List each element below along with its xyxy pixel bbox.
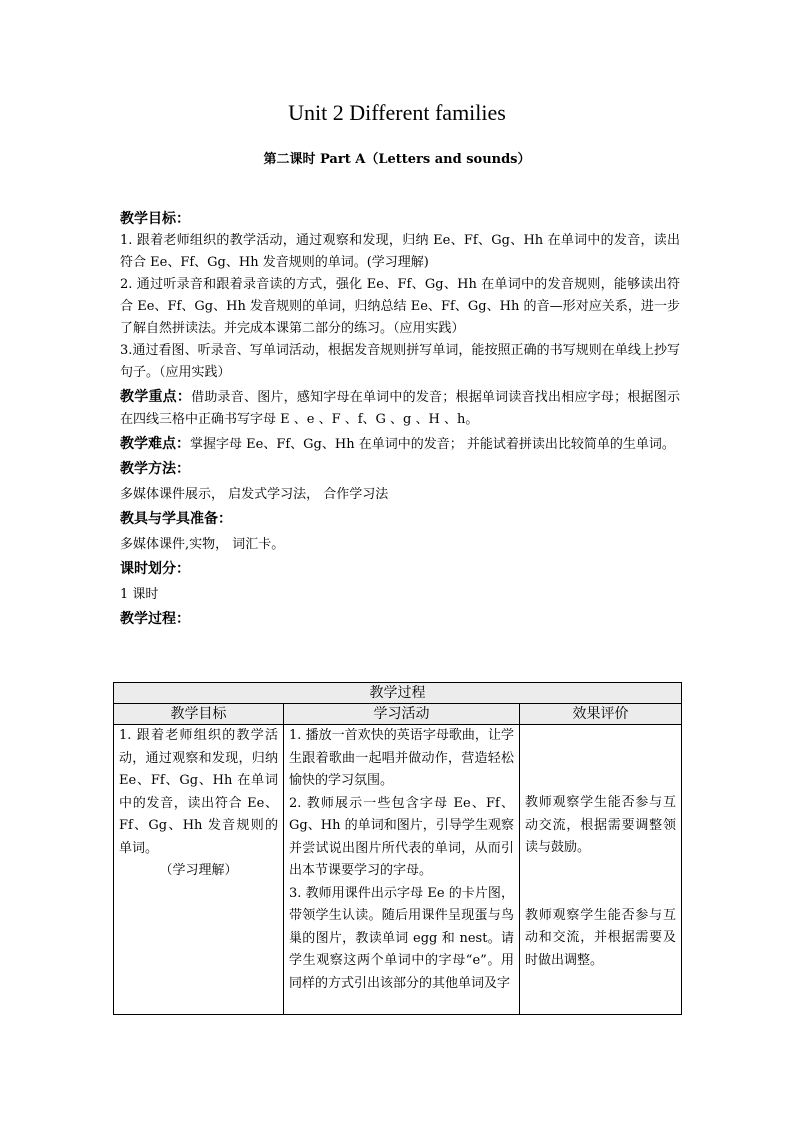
- objective-item: 1. 跟着老师组织的教学活动，通过观察和发现，归纳 Ee、Ff、Gg、Hh 在单词中的发音，读出符合 Ee、Ff、Gg、Hh 发音规则的单词。(学习理解): [120, 233, 680, 270]
- key-points: [120, 386, 680, 431]
- goal-text: 1. 跟着老师组织的教学活动，通过观察和发现，归纳 Ee、Ff、Gg、Hh 在单词中的发音，读出符合 Ee、Ff、Gg、Hh 发音规则的单词。: [119, 728, 278, 856]
- evaluation-cell: [520, 725, 682, 1015]
- process-table: [113, 682, 682, 1015]
- column-header-activities: 学习活动: [284, 704, 520, 725]
- objectives-heading: 教学目标：: [120, 211, 190, 227]
- activities-cell: [284, 725, 520, 1015]
- difficulties: [120, 433, 680, 456]
- column-header-evaluation: 效果评价: [520, 704, 682, 725]
- evaluation-item: 教师观察学生能否参与互动和交流，并根据需要及时做出调整。: [525, 907, 676, 968]
- process-table-title: 教学过程: [114, 683, 682, 704]
- column-header-goal: 教学目标: [114, 704, 284, 725]
- schedule-heading: 课时划分：: [120, 561, 190, 577]
- objective-item: 2. 通过听录音和跟着录音读的方式，强化 Ee、Ff、Gg、Hh 在单词中的发音规则，能够读出符合 Ee、Ff、Gg、Hh 发音规则的单词，归纳总结 Ee、Ff、Gg、Hh 的音—形对应关系，进一步了解自然拼读法。并完成本课第二部分的练习。（应用实践）: [120, 277, 680, 336]
- materials-text: 多媒体课件,实物， 词汇卡。: [120, 537, 285, 552]
- key-points-label: 教学重点：: [120, 389, 192, 405]
- goal-cell: [114, 725, 284, 1015]
- methods-text: 多媒体课件展示， 启发式学习法， 合作学习法: [120, 487, 389, 502]
- methods-heading: 教学方法：: [120, 461, 190, 477]
- goal-tag: （学习理解）: [159, 863, 238, 878]
- activity-item: 2. 教师展示一些包含字母 Ee、Ff、Gg、Hh 的单词和图片，引导学生观察并尝试说出图片所代表的单词，从而引出本节课要学习的字母。: [289, 795, 514, 878]
- key-points-text: 借助录音、图片，感知字母在单词中的发音；根据单词读音找出相应字母；根据图示在四线三格中正确书写字母 E 、e 、F 、f、G 、g 、H 、h。: [120, 390, 680, 427]
- evaluation-item: 教师观察学生能否参与互动交流，根据需要调整领读与鼓励。: [525, 795, 676, 855]
- materials-heading: 教具与学具准备：: [120, 511, 232, 527]
- lesson-title: Unit 2 Different families: [288, 100, 506, 125]
- lesson-subtitle: 第二课时 Part A（Letters and sounds）: [263, 152, 531, 167]
- difficulties-label: 教学难点：: [120, 436, 190, 452]
- activity-item: 3. 教师用课件出示字母 Ee 的卡片图，带领学生认读。随后用课件呈现蛋与鸟巢的图片，教读单词 egg 和 nest。请学生观察这两个单词中的字母“e”。用同样的方式引出该部分的其他单词及字: [289, 885, 514, 991]
- schedule-text: 1 课时: [120, 587, 159, 602]
- objective-item: 3.通过看图、听录音、写单词活动，根据发音规则拼写单词，能按照正确的书写规则在单线上抄写句子。（应用实践）: [120, 343, 680, 380]
- lesson-content: [120, 208, 680, 630]
- difficulties-text: 掌握字母 Ee、Ff、Gg、Hh 在单词中的发音； 并能试着拼读出比较简单的生单词。: [190, 437, 675, 452]
- process-heading: 教学过程：: [120, 611, 190, 627]
- activity-item: 1. 播放一首欢快的英语字母歌曲，让学生跟着歌曲一起唱并做动作，营造轻松愉快的学习氛围。: [289, 728, 514, 788]
